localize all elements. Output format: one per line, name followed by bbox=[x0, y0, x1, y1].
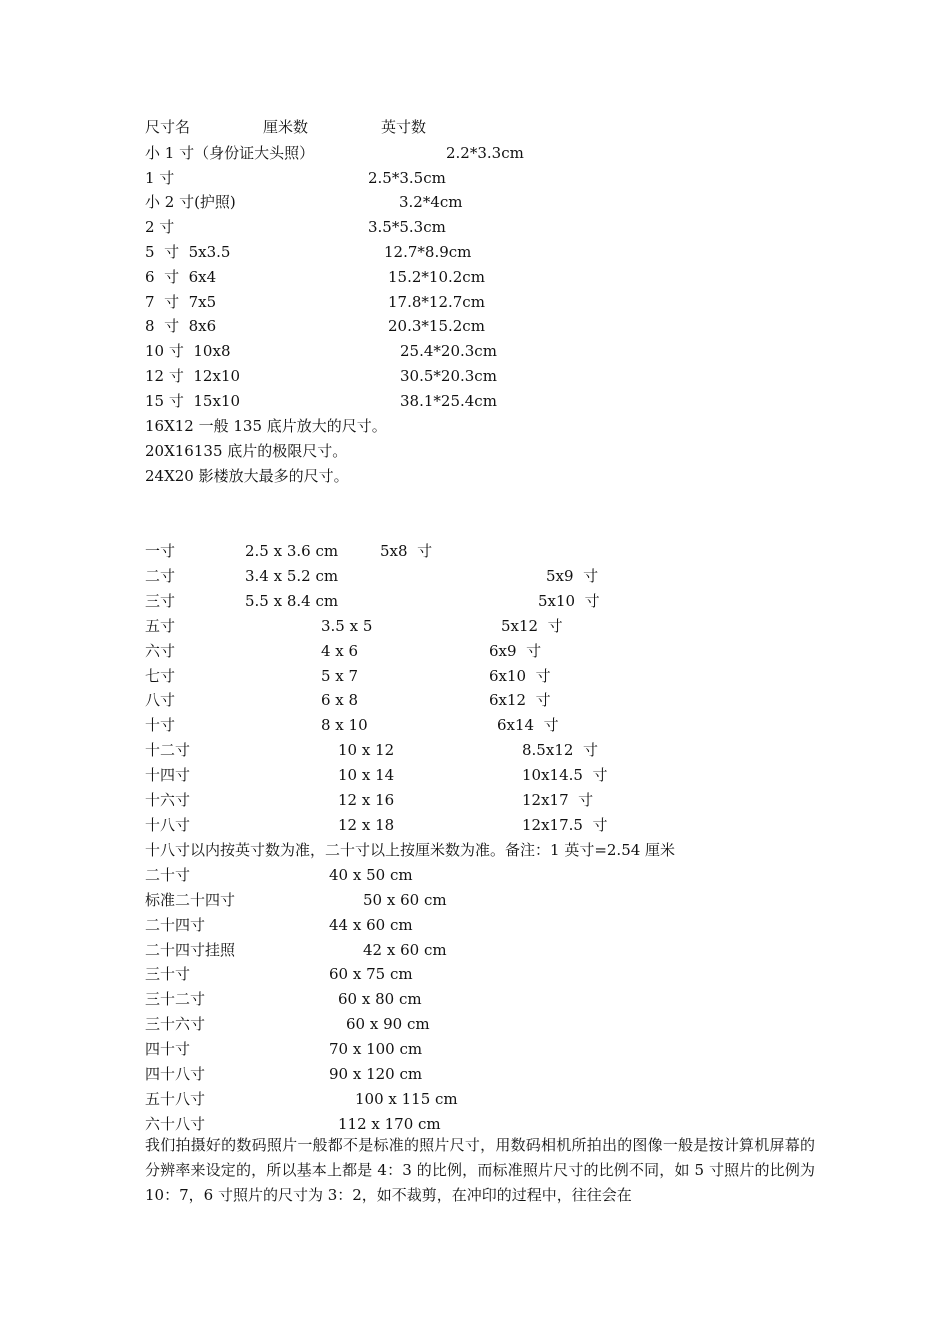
size-cm: 10 x 12 bbox=[338, 741, 395, 759]
size-cm: 10 x 14 bbox=[338, 766, 395, 784]
size-name: 十六寸 bbox=[145, 791, 191, 809]
size-name: 12 寸 12x10 bbox=[145, 367, 241, 385]
header-name: 尺寸名 bbox=[145, 118, 191, 136]
size-name: 三十寸 bbox=[145, 965, 191, 983]
size-inch: 5x9 寸 bbox=[546, 567, 599, 585]
size-cm: 30.5*20.3cm bbox=[400, 367, 497, 385]
size-cm: 20.3*15.2cm bbox=[388, 317, 485, 335]
size-cm: 8 x 10 bbox=[321, 716, 368, 734]
size-cm: 60 x 80 cm bbox=[338, 990, 422, 1008]
size-inch: 6x14 寸 bbox=[497, 716, 559, 734]
size-inch: 6x12 寸 bbox=[489, 691, 551, 709]
size-cm: 38.1*25.4cm bbox=[400, 392, 497, 410]
size-inch: 5x8 寸 bbox=[380, 542, 433, 560]
size-inch: 12x17.5 寸 bbox=[522, 816, 608, 834]
size-name: 八寸 bbox=[145, 691, 176, 709]
size-cm: 112 x 170 cm bbox=[338, 1115, 441, 1133]
size-name: 十四寸 bbox=[145, 766, 191, 784]
size-name: 7 寸 7x5 bbox=[145, 293, 217, 311]
note-text: 十八寸以内按英寸数为准，二十寸以上按厘米数为准。备注：1 英寸=2.54 厘米 bbox=[145, 841, 676, 859]
size-cm: 5 x 7 bbox=[321, 667, 359, 685]
size-name: 七寸 bbox=[145, 667, 176, 685]
size-name: 四十寸 bbox=[145, 1040, 191, 1058]
size-name: 一寸 bbox=[145, 542, 176, 560]
size-cm: 42 x 60 cm bbox=[363, 941, 447, 959]
size-name: 二十四寸 bbox=[145, 916, 206, 934]
size-cm: 5.5 x 8.4 cm bbox=[245, 592, 339, 610]
note-text: 24X20 影楼放大最多的尺寸。 bbox=[145, 467, 349, 485]
size-name: 五十八寸 bbox=[145, 1090, 206, 1108]
size-cm: 2.5*3.5cm bbox=[368, 169, 446, 187]
size-cm: 44 x 60 cm bbox=[329, 916, 413, 934]
size-cm: 12.7*8.9cm bbox=[384, 243, 472, 261]
size-name: 十二寸 bbox=[145, 741, 191, 759]
size-name: 5 寸 5x3.5 bbox=[145, 243, 231, 261]
size-cm: 15.2*10.2cm bbox=[388, 268, 485, 286]
size-cm: 40 x 50 cm bbox=[329, 866, 413, 884]
size-inch: 6x9 寸 bbox=[489, 642, 542, 660]
size-cm: 3.5*5.3cm bbox=[368, 218, 446, 236]
note-text: 20X16135 底片的极限尺寸。 bbox=[145, 442, 348, 460]
size-cm: 50 x 60 cm bbox=[363, 891, 447, 909]
size-inch: 8.5x12 寸 bbox=[522, 741, 598, 759]
size-cm: 2.5 x 3.6 cm bbox=[245, 542, 339, 560]
size-name: 小 2 寸(护照) bbox=[145, 193, 236, 211]
size-name: 六十八寸 bbox=[145, 1115, 206, 1133]
size-name: 15 寸 15x10 bbox=[145, 392, 241, 410]
size-name: 二寸 bbox=[145, 567, 176, 585]
size-name: 十八寸 bbox=[145, 816, 191, 834]
size-inch: 5x10 寸 bbox=[538, 592, 600, 610]
size-name: 五寸 bbox=[145, 617, 176, 635]
body-paragraph: 我们拍摄好的数码照片一般都不是标准的照片尺寸，用数码相机所拍出的图像一般是按计算机屏幕的分辨率来设定的，所以基本上都是 4：3 的比例，而标准照片尺寸的比例不同，如 5 寸照片的比例为 10：7，6 寸照片的尺寸为 3：2，如不裁剪，在冲印的过程中，往往会在 bbox=[145, 1136, 815, 1204]
size-cm: 25.4*20.3cm bbox=[400, 342, 497, 360]
size-cm: 60 x 90 cm bbox=[346, 1015, 430, 1033]
size-cm: 6 x 8 bbox=[321, 691, 359, 709]
size-name: 三十六寸 bbox=[145, 1015, 206, 1033]
size-inch: 10x14.5 寸 bbox=[522, 766, 608, 784]
size-cm: 60 x 75 cm bbox=[329, 965, 413, 983]
size-name: 8 寸 8x6 bbox=[145, 317, 217, 335]
size-name: 二十寸 bbox=[145, 866, 191, 884]
size-name: 六寸 bbox=[145, 642, 176, 660]
size-name: 10 寸 10x8 bbox=[145, 342, 231, 360]
size-inch: 12x17 寸 bbox=[522, 791, 594, 809]
size-cm: 100 x 115 cm bbox=[355, 1090, 458, 1108]
size-name: 2 寸 bbox=[145, 218, 175, 236]
size-cm: 70 x 100 cm bbox=[329, 1040, 423, 1058]
size-name: 四十八寸 bbox=[145, 1065, 206, 1083]
size-inch: 5x12 寸 bbox=[501, 617, 563, 635]
size-cm: 4 x 6 bbox=[321, 642, 359, 660]
size-name: 十寸 bbox=[145, 716, 176, 734]
note-text: 16X12 一般 135 底片放大的尺寸。 bbox=[145, 417, 387, 435]
size-cm: 12 x 18 bbox=[338, 816, 395, 834]
header-inch: 英寸数 bbox=[381, 118, 427, 136]
size-cm: 17.8*12.7cm bbox=[388, 293, 485, 311]
size-cm: 90 x 120 cm bbox=[329, 1065, 423, 1083]
size-name: 三寸 bbox=[145, 592, 176, 610]
header-cm: 厘米数 bbox=[263, 118, 309, 136]
size-cm: 12 x 16 bbox=[338, 791, 395, 809]
size-name: 三十二寸 bbox=[145, 990, 206, 1008]
size-cm: 2.2*3.3cm bbox=[446, 144, 524, 162]
size-name: 6 寸 6x4 bbox=[145, 268, 217, 286]
size-inch: 6x10 寸 bbox=[489, 667, 551, 685]
size-cm: 3.5 x 5 bbox=[321, 617, 373, 635]
size-cm: 3.2*4cm bbox=[399, 193, 463, 211]
size-name: 小 1 寸（身份证大头照） bbox=[145, 144, 315, 162]
size-name: 二十四寸挂照 bbox=[145, 941, 236, 959]
size-name: 1 寸 bbox=[145, 169, 175, 187]
size-cm: 3.4 x 5.2 cm bbox=[245, 567, 339, 585]
size-name: 标准二十四寸 bbox=[145, 891, 236, 909]
